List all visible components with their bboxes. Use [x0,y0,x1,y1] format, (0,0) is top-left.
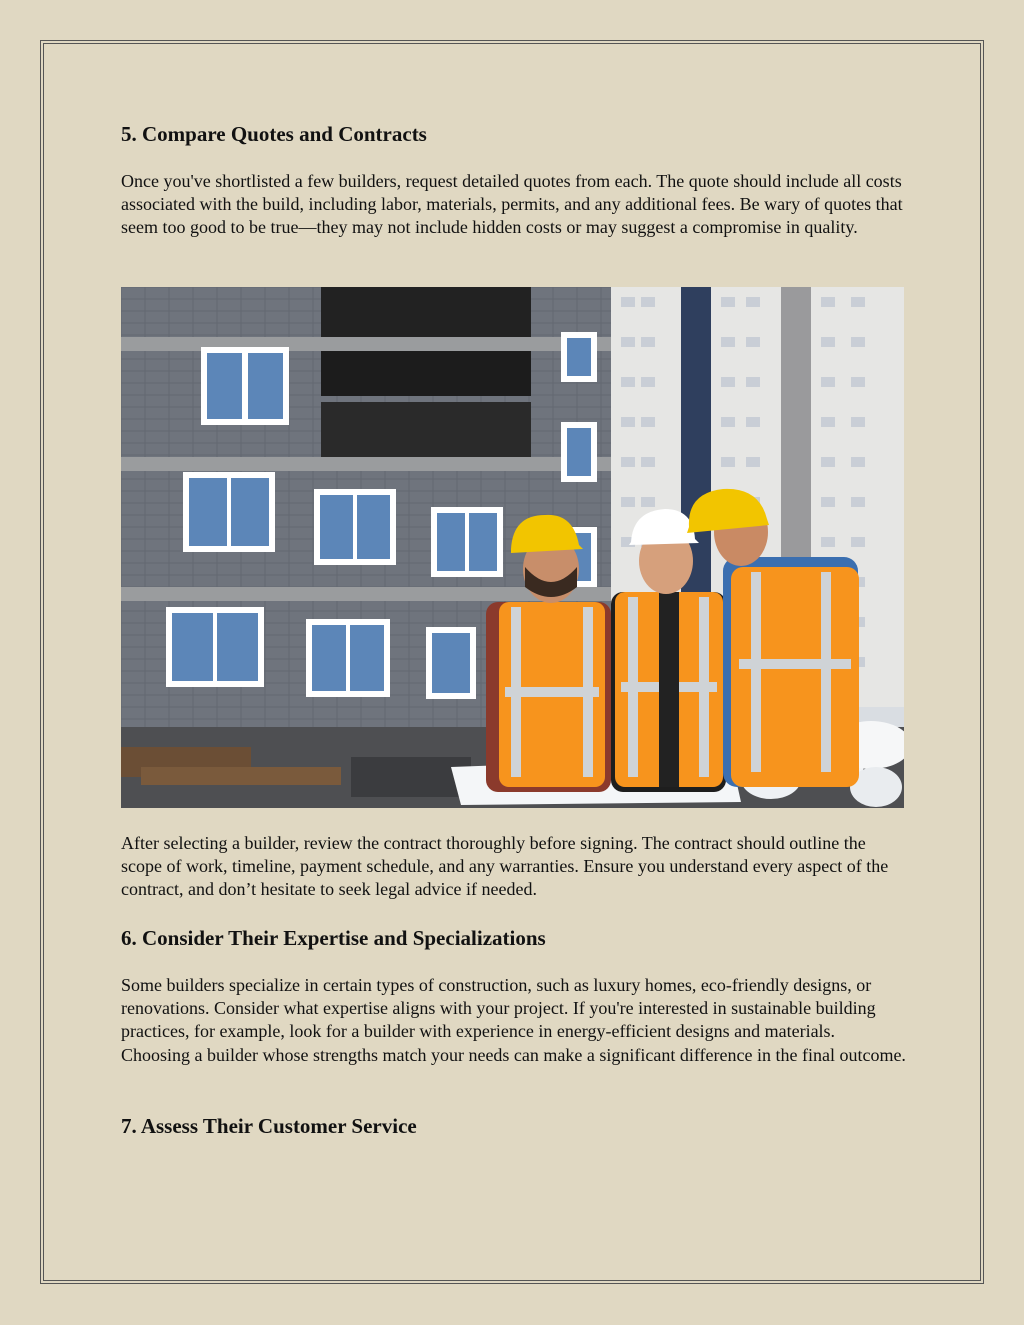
section-7-heading: 7. Assess Their Customer Service [121,1114,417,1138]
section-6-heading: 6. Consider Their Expertise and Specializations [121,926,546,950]
section-5-heading: 5. Compare Quotes and Contracts [121,122,427,146]
section-6-paragraph-1: Some builders specialize in certain types of construction, such as luxury homes, eco-friendly designs, or renovations. Consider what expertise aligns with your project. If you're interested in sustainable building practices, for example, look for a builder with experience in energy-efficient designs and materials. Choosing a builder whose strengths match your needs can make a significant difference in the final outcome. [121,975,906,1065]
section-5-paragraph-2: After selecting a builder, review the contract thoroughly before signing. The contract should outline the scope of work, timeline, payment schedule, and any warranties. Ensure you understand every aspect of the contract, and don’t hesitate to seek legal advice if needed. [121,833,889,900]
section-5-paragraph-1: Once you've shortlisted a few builders, request detailed quotes from each. The quote should include all costs associated with the build, including labor, materials, permits, and any additional fees. Be wary of quotes that seem too good to be true—they may not include hidden costs or may suggest a compromise in quality. [121,171,903,238]
construction-workers-photo [121,287,904,808]
